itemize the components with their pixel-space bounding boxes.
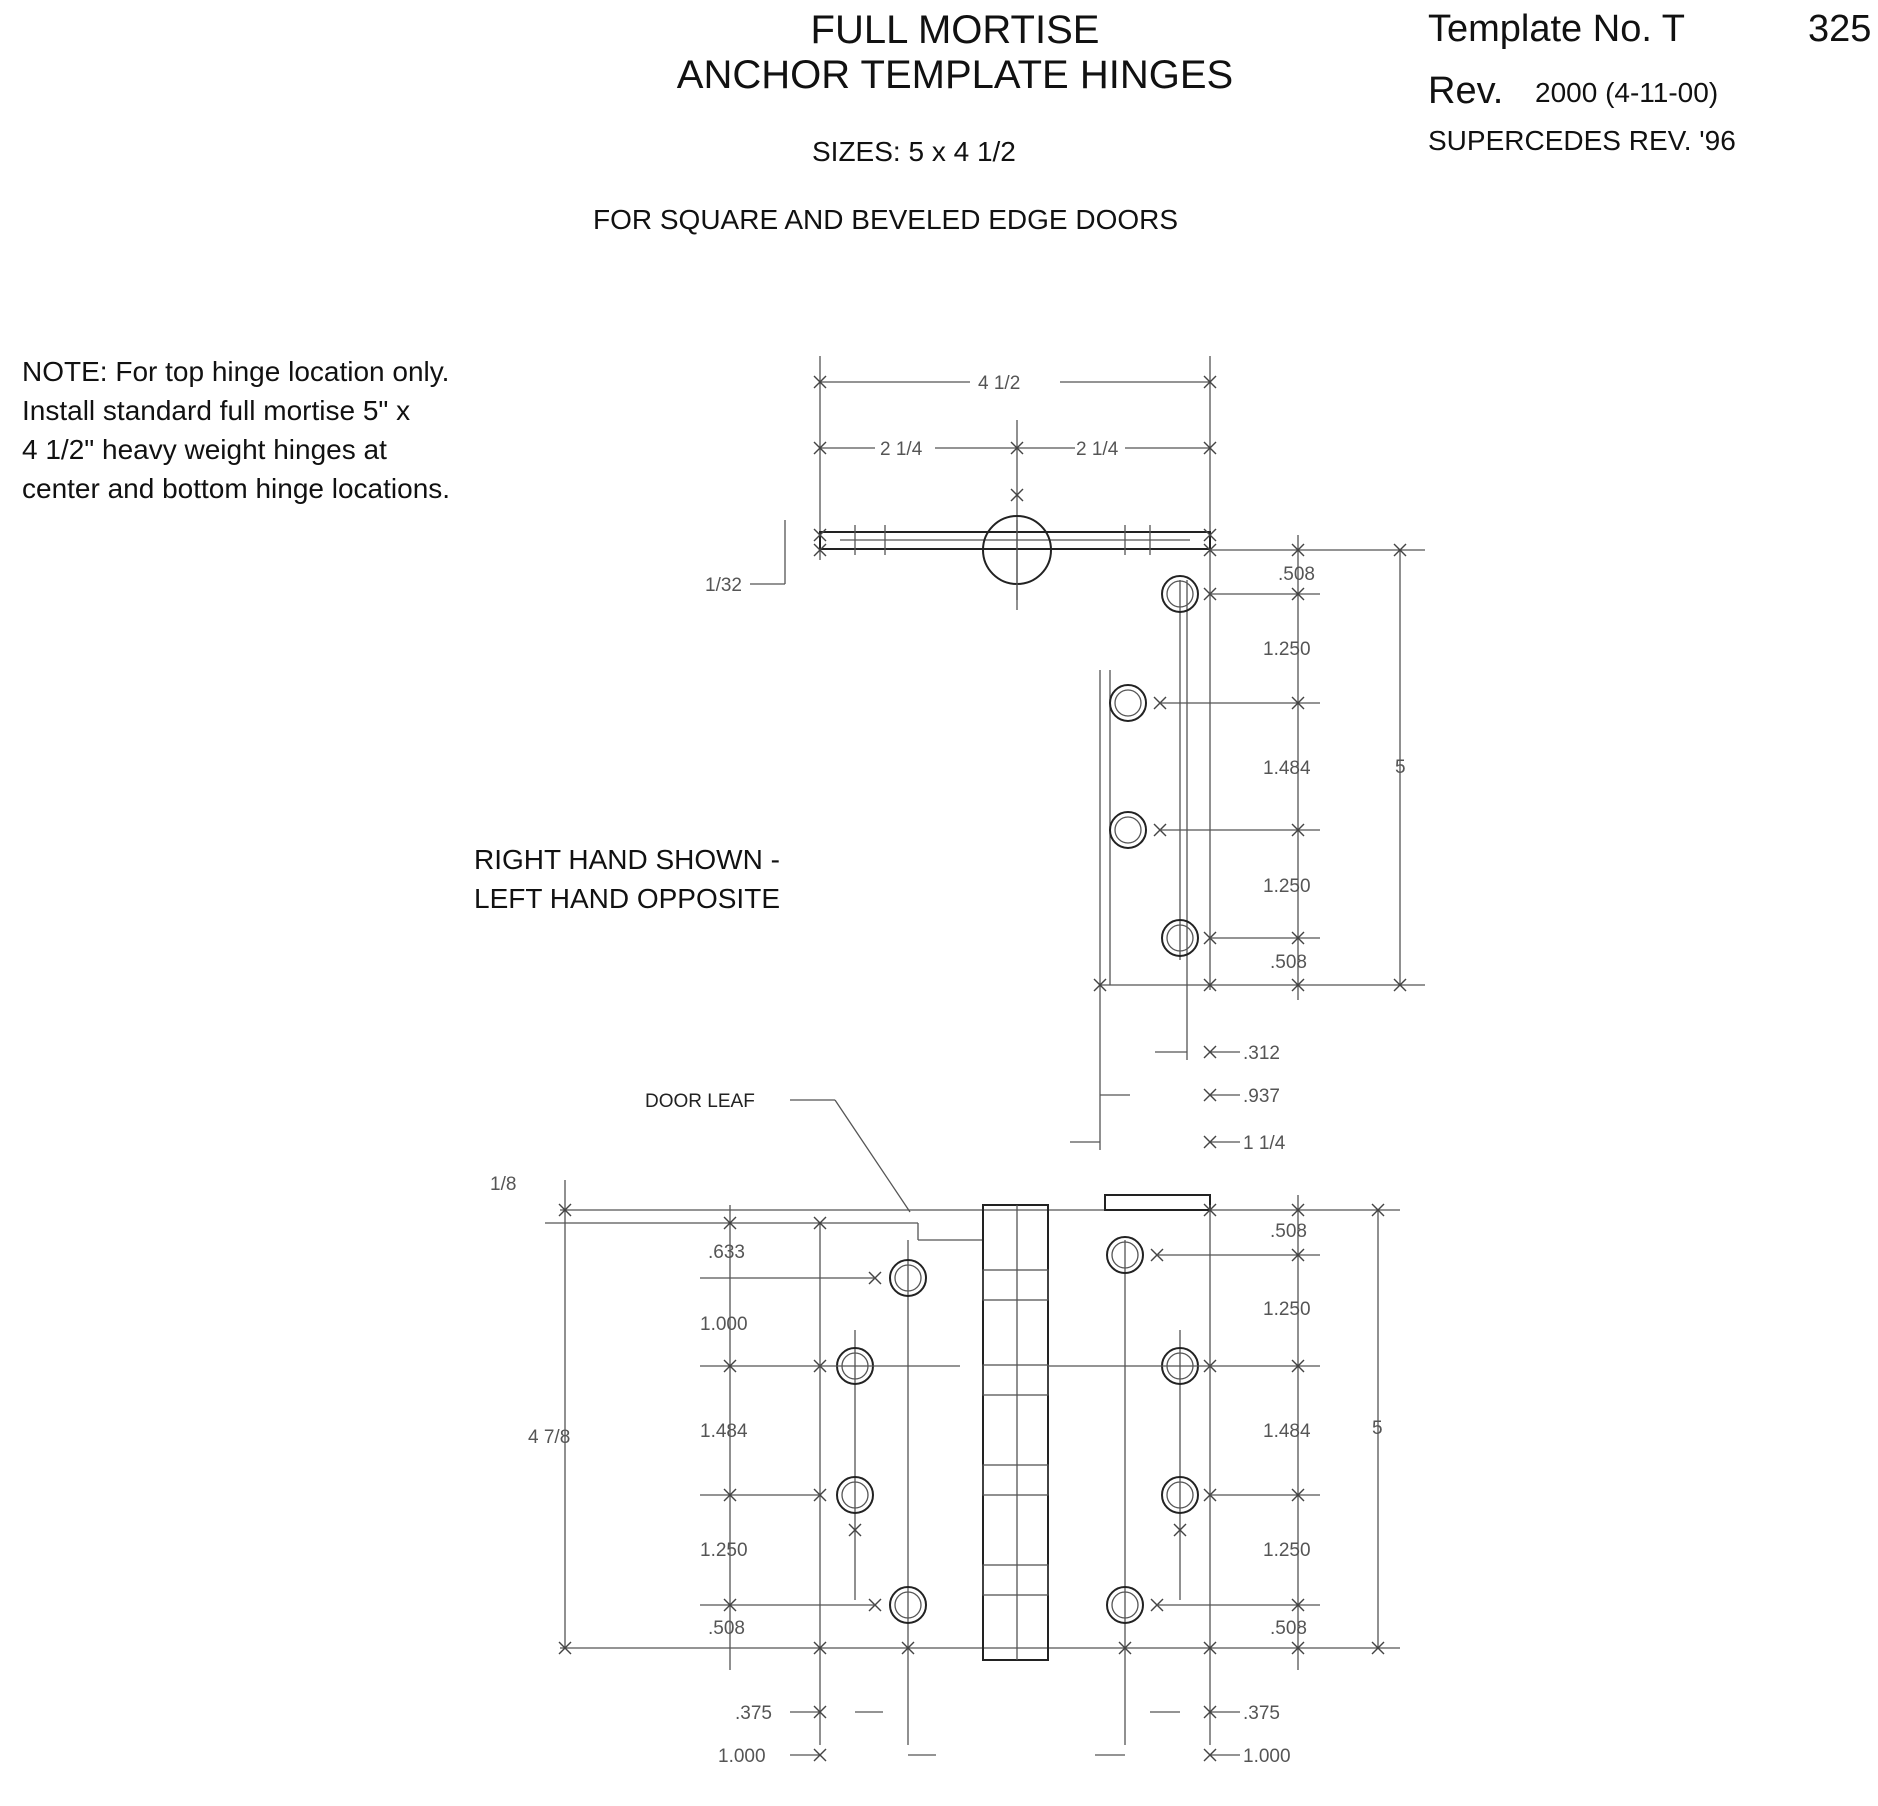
doors-text: FOR SQUARE AND BEVELED EDGE DOORS	[593, 204, 1179, 235]
dim-bl-2: 1.000	[700, 1314, 748, 1335]
dim-bl-3: 1.484	[700, 1421, 748, 1442]
note-line-4: center and bottom hinge locations.	[22, 473, 451, 504]
dim-bl-1: .633	[708, 1242, 745, 1263]
dim-tr-1: .508	[1278, 564, 1315, 585]
dim-tr-4: 1.250	[1263, 876, 1311, 897]
note-line-3: 4 1/2" heavy weight hinges at	[22, 434, 387, 465]
title-line-2: ANCHOR TEMPLATE HINGES	[676, 53, 1234, 97]
dim-br-5: .508	[1270, 1618, 1307, 1639]
dim-br-4: 1.250	[1263, 1540, 1311, 1561]
dim-offset-c: 1 1/4	[1243, 1133, 1286, 1154]
rev-value: 2000 (4-11-00)	[1535, 77, 1719, 108]
hand-line-2: LEFT HAND OPPOSITE	[474, 883, 780, 914]
dim-br-x1: .375	[1243, 1703, 1280, 1724]
dim-offset-a: .312	[1243, 1043, 1280, 1064]
note-line-2: Install standard full mortise 5" x	[22, 395, 411, 426]
rev-label: Rev.	[1428, 70, 1504, 112]
hand-line-1: RIGHT HAND SHOWN -	[474, 844, 780, 875]
dim-br-3: 1.484	[1263, 1421, 1311, 1442]
dim-bl-x2: 1.000	[718, 1746, 766, 1767]
title-line-1: FULL MORTISE	[810, 8, 1100, 52]
template-number: 325	[1808, 8, 1872, 50]
dim-br-x2: 1.000	[1243, 1746, 1291, 1767]
dim-bl-x1: .375	[735, 1703, 772, 1724]
dim-half-left: 2 1/4	[880, 439, 923, 460]
dim-br-2: 1.250	[1263, 1299, 1311, 1320]
dim-tr-3: 1.484	[1263, 758, 1311, 779]
label-door-leaf: DOOR LEAF	[645, 1091, 755, 1112]
dim-bottom-gap: 1/8	[490, 1174, 517, 1195]
dim-overall-width: 4 1/2	[978, 373, 1021, 394]
dim-tr-5: .508	[1270, 952, 1307, 973]
dim-half-right: 2 1/4	[1076, 439, 1119, 460]
template-label: Template No. T	[1428, 8, 1685, 50]
supercedes-text: SUPERCEDES REV. '96	[1428, 125, 1736, 156]
dim-bl-4: 1.250	[700, 1540, 748, 1561]
dim-bl-5: .508	[708, 1618, 745, 1639]
dim-br-1: .508	[1270, 1221, 1307, 1242]
dim-offset-b: .937	[1243, 1086, 1280, 1107]
sizes-text: SIZES: 5 x 4 1/2	[812, 136, 1016, 167]
dim-top-height: 5	[1395, 757, 1406, 778]
note-line-1: NOTE: For top hinge location only.	[22, 356, 450, 387]
dim-bottom-right-height: 5	[1372, 1418, 1383, 1439]
dim-bottom-left-height: 4 7/8	[528, 1427, 571, 1448]
dim-leaf-thickness: 1/32	[705, 575, 742, 596]
dim-tr-2: 1.250	[1263, 639, 1311, 660]
